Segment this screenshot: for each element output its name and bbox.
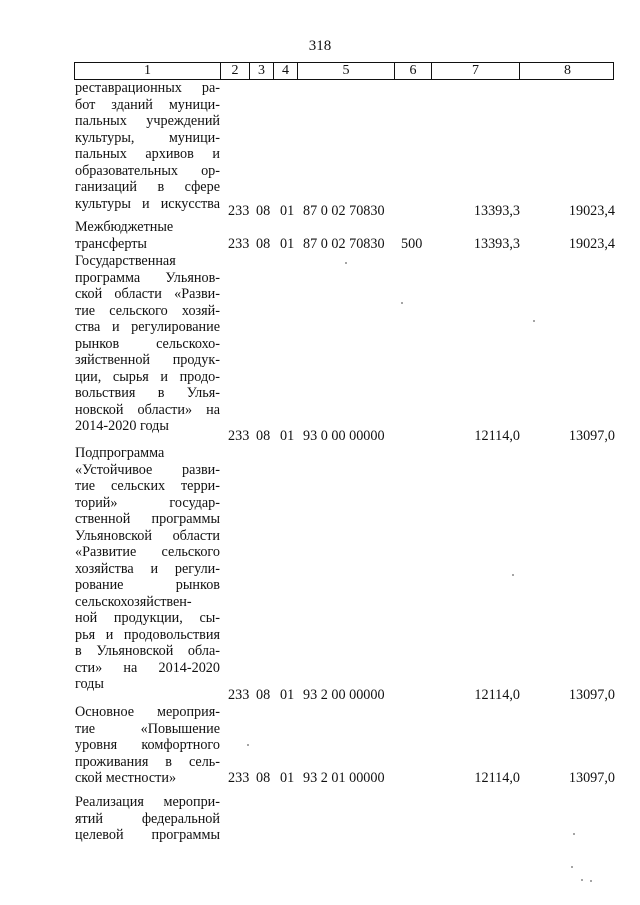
row-values: [0, 687, 640, 704]
cell-amount-col7: 12114,0: [474, 770, 520, 786]
cell-admin-code: 233: [228, 687, 250, 703]
cell-section: 08: [256, 770, 271, 786]
desc-line: уровня комфортного: [75, 737, 220, 753]
desc-line: 2014-2020 годы: [75, 418, 169, 434]
desc-line: хозяйства и регули-: [75, 560, 220, 577]
desc-line: сельскохозяйствен-: [75, 593, 192, 610]
cell-amount-col7: 12114,0: [474, 687, 520, 703]
desc-line: Государственная: [75, 253, 176, 269]
cell-target-code: 93 2 01 00000: [303, 770, 385, 786]
cell-subsection: 01: [280, 770, 295, 786]
cell-amount-col8: 19023,4: [568, 203, 615, 219]
desc-line: Межбюджетные: [75, 219, 174, 235]
cell-admin-code: 233: [228, 203, 250, 219]
cell-target-code: 93 2 00 00000: [303, 687, 385, 703]
row-description: [75, 80, 220, 212]
cell-section: 08: [256, 236, 271, 252]
desc-line: проживания в сель-: [75, 753, 220, 770]
cell-target-code: 87 0 02 70830: [303, 203, 385, 219]
cell-expense-type: 500: [401, 236, 423, 252]
desc-line: пальных архивов и: [75, 146, 220, 162]
desc-line: Основное мероприя-: [75, 704, 220, 720]
desc-line: культуры, муници-: [75, 129, 220, 146]
desc-line: зяйственной продук-: [75, 352, 220, 368]
desc-line: ской местности»: [75, 770, 177, 786]
scan-speck: [590, 880, 592, 882]
desc-line: культуры и искусства: [75, 195, 220, 212]
cell-amount-col8: 13097,0: [568, 770, 615, 786]
header-col-1: 1: [75, 63, 221, 79]
desc-line: пальных учреждений: [75, 113, 220, 129]
cell-admin-code: 233: [228, 236, 250, 252]
desc-line: ганизаций в сфере: [75, 179, 220, 195]
cell-admin-code: 233: [228, 428, 250, 444]
desc-line: Реализация меропри-: [75, 794, 220, 810]
desc-line: целевой программы: [75, 827, 220, 843]
cell-amount-col7: 13393,3: [473, 203, 520, 219]
row-values: [0, 236, 640, 253]
cell-admin-code: 233: [228, 770, 250, 786]
desc-line: «Развитие сельского: [75, 544, 220, 560]
desc-line: образовательных ор-: [75, 162, 220, 179]
desc-line: сти» на 2014-2020: [75, 659, 220, 676]
desc-line: реставрационных ра-: [75, 80, 220, 96]
header-col-2: 2: [221, 63, 250, 79]
scan-speck: [581, 879, 583, 881]
desc-line: рование рынков: [75, 577, 220, 593]
scan-speck: [533, 320, 535, 322]
desc-line: Ульяновской области: [75, 527, 220, 544]
row-values: [0, 770, 640, 787]
row-values: [0, 203, 640, 220]
header-col-4: 4: [274, 63, 298, 79]
desc-line: «Устойчивое разви-: [75, 461, 220, 478]
scan-speck: [573, 833, 575, 835]
desc-line: годы: [75, 676, 104, 692]
row-description: [75, 253, 220, 435]
cell-amount-col8: 13097,0: [568, 428, 615, 444]
cell-subsection: 01: [280, 236, 295, 252]
row-description: [75, 794, 220, 844]
desc-line: ятий федеральной: [75, 810, 220, 827]
desc-line: тие сельских терри-: [75, 478, 220, 494]
header-col-3: 3: [250, 63, 274, 79]
header-col-6: 6: [395, 63, 432, 79]
cell-target-code: 87 0 02 70830: [303, 236, 385, 252]
cell-amount-col7: 13393,3: [473, 236, 520, 252]
desc-line: в Ульяновской обла-: [75, 643, 220, 659]
header-col-7: 7: [432, 63, 520, 79]
cell-subsection: 01: [280, 687, 295, 703]
row-values: [0, 428, 640, 445]
page-number: 318: [308, 38, 332, 54]
scan-speck: [401, 302, 403, 304]
header-col-5: 5: [298, 63, 395, 79]
row-description: [75, 445, 220, 693]
desc-line: тие сельского хозяй-: [75, 302, 220, 319]
cell-subsection: 01: [280, 203, 295, 219]
desc-line: вольствия в Улья-: [75, 385, 220, 401]
desc-line: ции, сырья и продо-: [75, 368, 220, 385]
cell-amount-col8: 19023,4: [568, 236, 615, 252]
scan-speck: [247, 744, 249, 746]
header-col-8: 8: [564, 63, 571, 78]
cell-subsection: 01: [280, 428, 295, 444]
scan-speck: [512, 574, 514, 576]
desc-line: Подпрограмма: [75, 445, 165, 461]
cell-amount-col7: 12114,0: [474, 428, 520, 444]
desc-line: ственной программы: [75, 511, 220, 527]
desc-line: ной продукции, сы-: [75, 610, 220, 626]
desc-line: бот зданий муници-: [75, 96, 220, 113]
table-header-row: [74, 62, 614, 80]
cell-section: 08: [256, 428, 271, 444]
desc-line: ства и регулирование: [75, 319, 220, 335]
desc-line: торий» государ-: [75, 494, 220, 511]
cell-section: 08: [256, 203, 271, 219]
desc-line: программа Ульянов-: [75, 269, 220, 286]
cell-amount-col8: 13097,0: [568, 687, 615, 703]
scan-speck: [571, 866, 573, 868]
desc-line: новской области» на: [75, 401, 220, 418]
scan-speck: [345, 262, 347, 264]
desc-line: тие «Повышение: [75, 720, 220, 737]
cell-target-code: 93 0 00 00000: [303, 428, 385, 444]
desc-line: трансферты: [75, 235, 147, 252]
desc-line: рынков сельскохо-: [75, 335, 220, 352]
desc-line: ской области «Разви-: [75, 286, 220, 302]
desc-line: рья и продовольствия: [75, 626, 220, 643]
cell-section: 08: [256, 687, 271, 703]
